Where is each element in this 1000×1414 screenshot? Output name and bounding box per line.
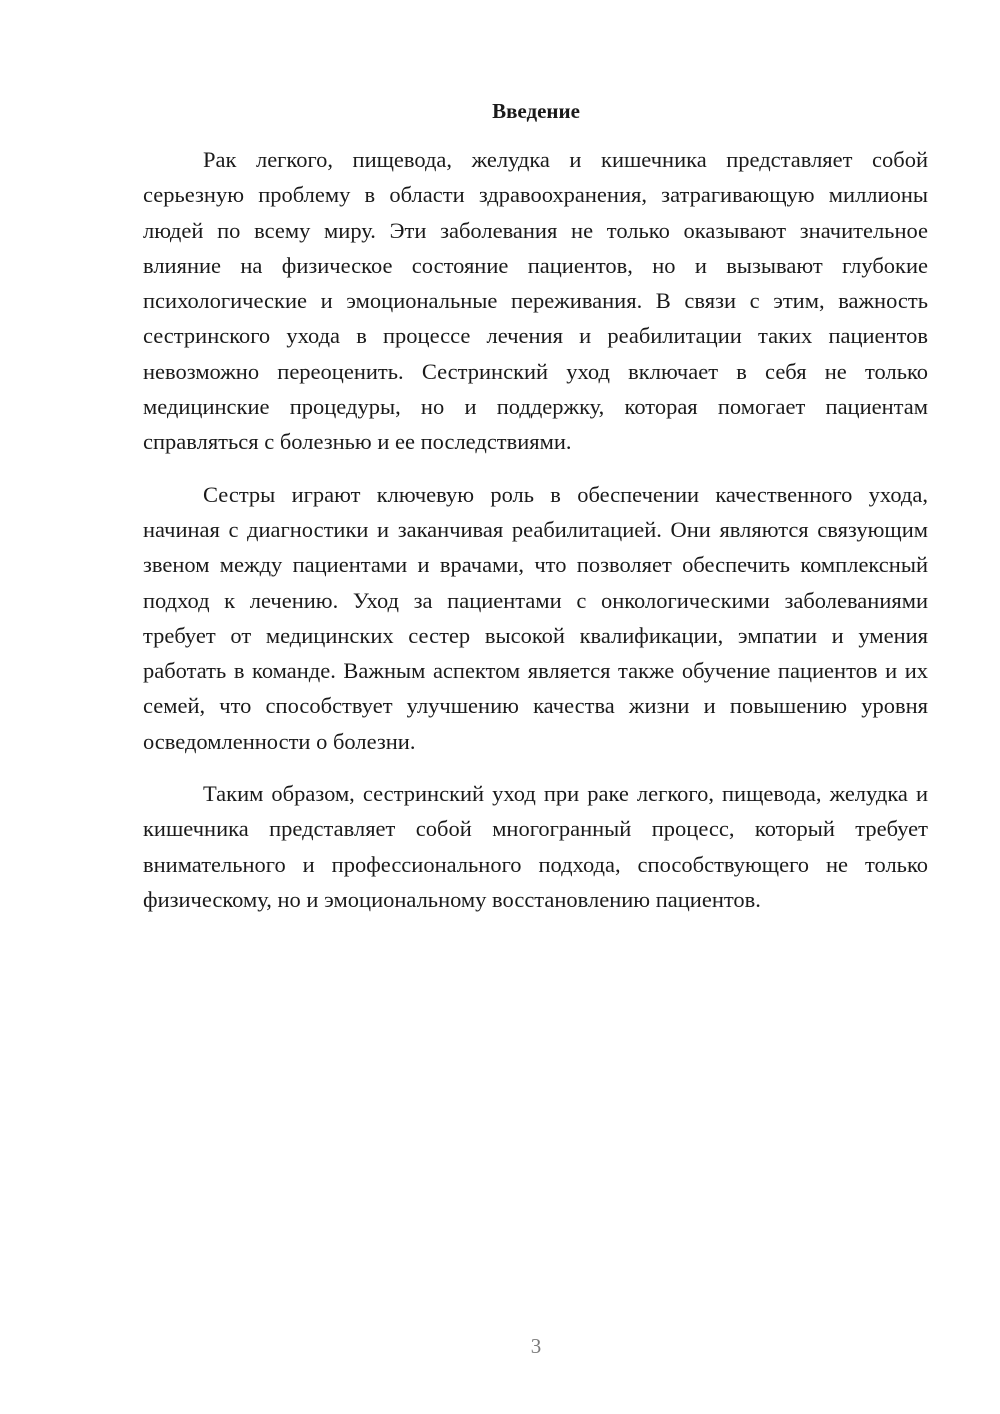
- section-heading: Введение: [492, 99, 580, 123]
- paragraph-2: Сестры играют ключевую роль в обеспечении качественного ухода, начиная с диагностики и заканчивая реабилитацией. Они являются связующим звеном между пациентами и врачами, что позволяет обеспечить комплексный подход к лечению. Уход за пациентами с онкологическими заболеваниями требует от медицинских сестер высокой квалификации, эмпатии и умения работать в команде. Важным аспектом является также обучение пациентов и их семей, что способствует улучшению качества жизни и повышению уровня осведомленности о болезни.: [143, 481, 928, 754]
- page-number: 3: [530, 1334, 542, 1358]
- body-text: [143, 142, 928, 934]
- paragraph-1: Рак легкого, пищевода, желудка и кишечника представляет собой серьезную проблему в области здравоохранения, затрагивающую миллионы людей по всему миру. Эти заболевания не только оказывают значительное влияние на физическое состояние пациентов, но и вызывают глубокие психологические и эмоциональные переживания. В связи с этим, важность сестринского ухода в процессе лечения и реабилитации таких пациентов невозможно переоценить. Сестринский уход включает в себя не только медицинские процедуры, но и поддержку, которая помогает пациентам справляться с болезнью и ее последствиями.: [143, 147, 928, 455]
- paragraph-3: Таким образом, сестринский уход при раке легкого, пищевода, желудка и кишечника представляет собой многогранный процесс, который требует внимательного и профессионального подхода, способствующего не только физическому, но и эмоциональному восстановлению пациентов.: [143, 781, 928, 912]
